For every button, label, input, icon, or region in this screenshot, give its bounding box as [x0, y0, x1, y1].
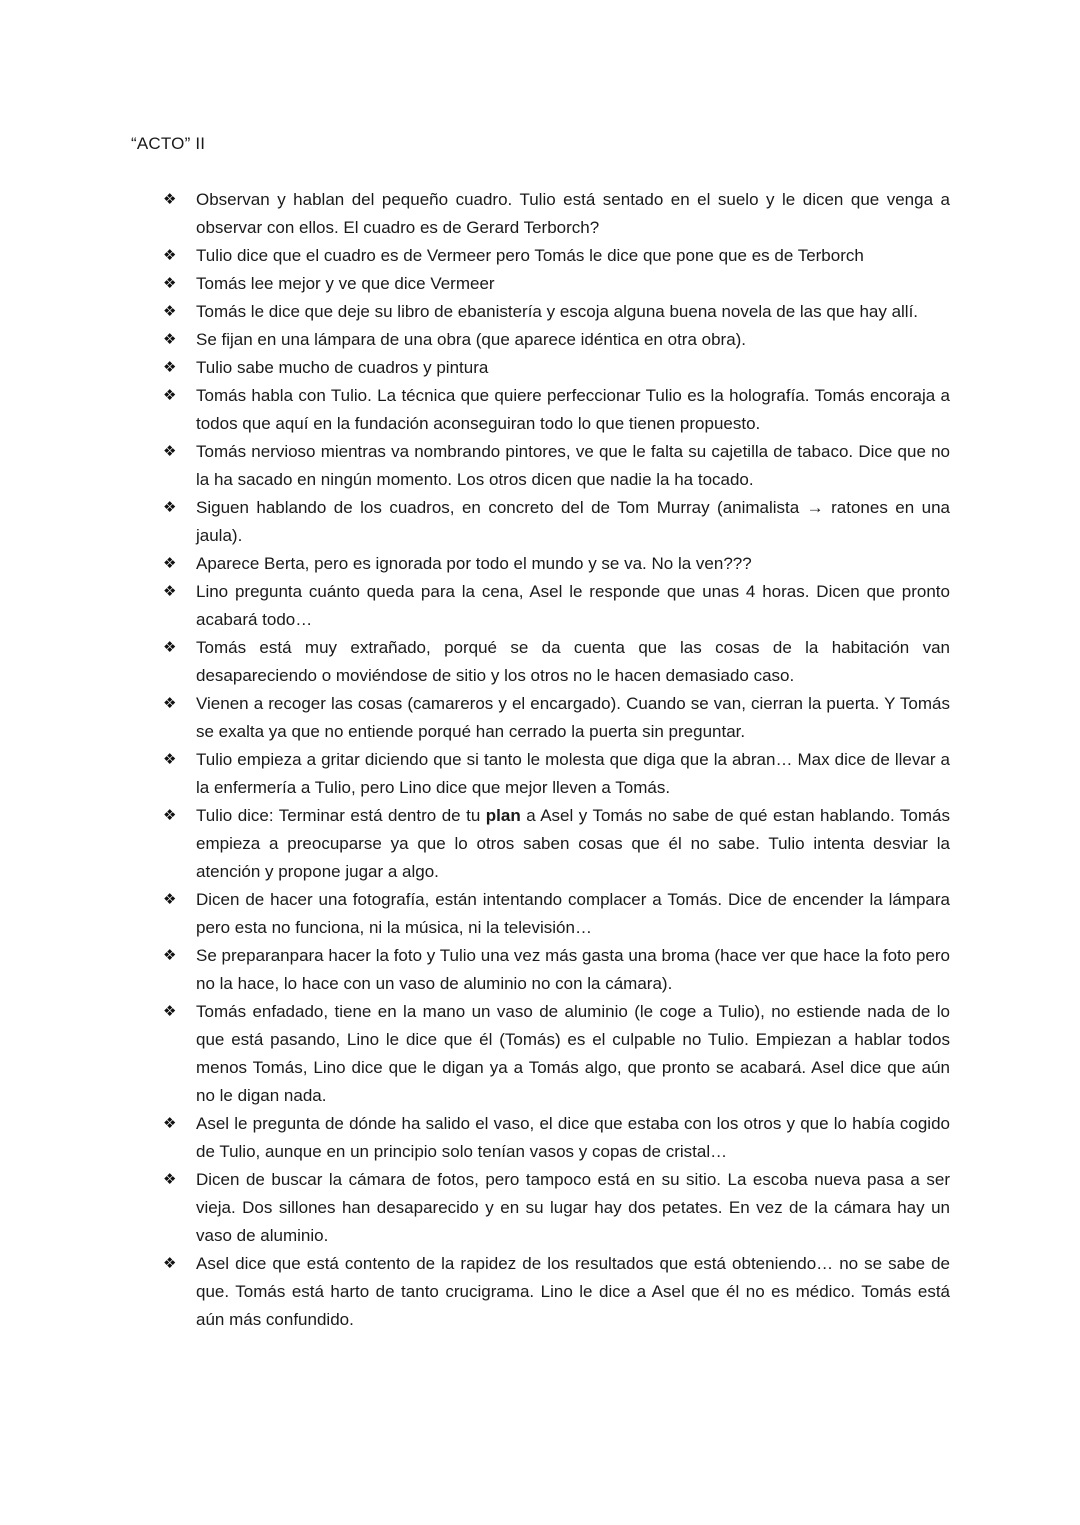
list-item-text: Tomás nervioso mientras va nombrando pintores, ve que le falta su cajetilla de tabaco. Dice que no la ha sacado en ningún momento. Los otros dicen que nadie la ha tocado.	[196, 442, 950, 489]
list-item-text: Se preparanpara hacer la foto y Tulio una vez más gasta una broma (hace ver que hace la foto pero no la hace, lo hace con un vaso de aluminio no con la cámara).	[196, 946, 950, 993]
diamond-bullet-icon: ❖	[163, 583, 177, 600]
list-item-text: Asel dice que está contento de la rapidez de los resultados que está obteniendo… no se sabe de que. Tomás está harto de tanto crucigrama. Lino le dice a Asel que él no es médico. Tomás está aún más confundido.	[196, 1254, 950, 1329]
list-item-text: Tomás habla con Tulio. La técnica que quiere perfeccionar Tulio es la holografía. Tomás encoraja a todos que aquí en la fundación aconseguiran todo lo que tienen propuesto.	[196, 386, 950, 433]
list-item-text: Dicen de hacer una fotografía, están intentando complacer a Tomás. Dice de encender la lámpara pero esta no funciona, ni la música, ni la televisión…	[196, 890, 950, 937]
diamond-bullet-icon: ❖	[163, 387, 177, 404]
list-item	[163, 802, 950, 886]
list-item	[163, 1166, 950, 1250]
diamond-bullet-icon: ❖	[163, 1171, 177, 1188]
list-item	[163, 270, 950, 298]
diamond-bullet-icon: ❖	[163, 303, 177, 320]
diamond-bullet-icon: ❖	[163, 191, 177, 208]
list-item	[163, 998, 950, 1110]
list-item	[163, 690, 950, 746]
list-item	[163, 1110, 950, 1166]
list-item	[163, 186, 950, 242]
list-item	[163, 1250, 950, 1334]
list-item-bold-word: plan	[485, 806, 521, 825]
diamond-bullet-icon: ❖	[163, 1255, 177, 1272]
list-item-text: Lino pregunta cuánto queda para la cena, Asel le responde que unas 4 horas. Dicen que pronto acabará todo…	[196, 582, 950, 629]
list-item	[163, 382, 950, 438]
diamond-bullet-icon: ❖	[163, 891, 177, 908]
list-item-text: Tomás lee mejor y ve que dice Vermeer	[196, 274, 495, 293]
list-item	[163, 242, 950, 270]
diamond-bullet-icon: ❖	[163, 639, 177, 656]
list-item-text-segment: a Asel y Tomás no sabe de qué estan hablando. Tomás empieza a preocuparse ya que lo otros saben cosas que él no sabe. Tulio intenta desviar la atención y propone jugar a algo.	[196, 806, 950, 881]
list-item	[163, 438, 950, 494]
list-item	[163, 746, 950, 802]
list-item	[163, 634, 950, 690]
diamond-bullet-icon: ❖	[163, 947, 177, 964]
list-item	[163, 886, 950, 942]
list-item-text: Tomás está muy extrañado, porqué se da cuenta que las cosas de la habitación van desapareciendo o moviéndose de sitio y los otros no le hacen demasiado caso.	[196, 638, 950, 685]
diamond-bullet-icon: ❖	[163, 1115, 177, 1132]
list-item-text: Asel le pregunta de dónde ha salido el vaso, el dice que estaba con los otros y que lo había cogido de Tulio, aunque en un principio solo tenían vasos y copas de cristal…	[196, 1114, 950, 1161]
diamond-bullet-icon: ❖	[163, 807, 177, 824]
list-item-text: Dicen de buscar la cámara de fotos, pero tampoco está en su sitio. La escoba nueva pasa a ser vieja. Dos sillones han desaparecido y en su lugar hay dos petates. En vez de la cámara hay un vaso de aluminio.	[196, 1170, 950, 1245]
list-item-text: Tulio sabe mucho de cuadros y pintura	[196, 358, 489, 377]
diamond-bullet-icon: ❖	[163, 555, 177, 572]
list-item	[163, 326, 950, 354]
list-item-text-segment: Tulio dice: Terminar está dentro de tu	[196, 806, 486, 825]
list-item	[163, 578, 950, 634]
bullet-list	[163, 186, 950, 1334]
list-item-text: Siguen hablando de los cuadros, en concreto del de Tom Murray (animalista → ratones en una jaula).	[196, 498, 950, 545]
diamond-bullet-icon: ❖	[163, 1003, 177, 1020]
diamond-bullet-icon: ❖	[163, 359, 177, 376]
list-item-text: Tulio dice que el cuadro es de Vermeer pero Tomás le dice que pone que es de Terborch	[196, 246, 864, 265]
diamond-bullet-icon: ❖	[163, 695, 177, 712]
list-item-text	[196, 806, 950, 881]
list-item-text: Vienen a recoger las cosas (camareros y el encargado). Cuando se van, cierran la puerta. Y Tomás se exalta ya que no entiende porqué han cerrado la puerta sin preguntar.	[196, 694, 950, 741]
list-item-text: Se fijan en una lámpara de una obra (que aparece idéntica en otra obra).	[196, 330, 747, 349]
list-item-text: Observan y hablan del pequeño cuadro. Tulio está sentado en el suelo y le dicen que venga a observar con ellos. El cuadro es de Gerard Terborch?	[196, 190, 950, 237]
list-item	[163, 354, 950, 382]
diamond-bullet-icon: ❖	[163, 443, 177, 460]
diamond-bullet-icon: ❖	[163, 751, 177, 768]
list-item	[163, 298, 950, 326]
document-title: “ACTO” II	[131, 134, 206, 153]
list-item-text: Tomás enfadado, tiene en la mano un vaso de aluminio (le coge a Tulio), no estiende nada de lo que está pasando, Lino le dice que él (Tomás) es el culpable no Tulio. Empiezan a hablar todos menos Tomás, Lino dice que le digan ya a Tomás algo, que pronto se acabará. Asel dice que aún no le digan nada.	[196, 1002, 950, 1105]
list-item	[163, 942, 950, 998]
diamond-bullet-icon: ❖	[163, 331, 177, 348]
list-item	[163, 550, 950, 578]
list-item-text: Aparece Berta, pero es ignorada por todo el mundo y se va. No la ven???	[196, 554, 752, 573]
list-item-text: Tomás le dice que deje su libro de ebanistería y escoja alguna buena novela de las que hay allí.	[196, 302, 919, 321]
diamond-bullet-icon: ❖	[163, 499, 177, 516]
diamond-bullet-icon: ❖	[163, 247, 177, 264]
list-item	[163, 494, 950, 550]
diamond-bullet-icon: ❖	[163, 275, 177, 292]
list-item-text: Tulio empieza a gritar diciendo que si tanto le molesta que diga que la abran… Max dice de llevar a la enfermería a Tulio, pero Lino dice que mejor lleven a Tomás.	[196, 750, 950, 797]
